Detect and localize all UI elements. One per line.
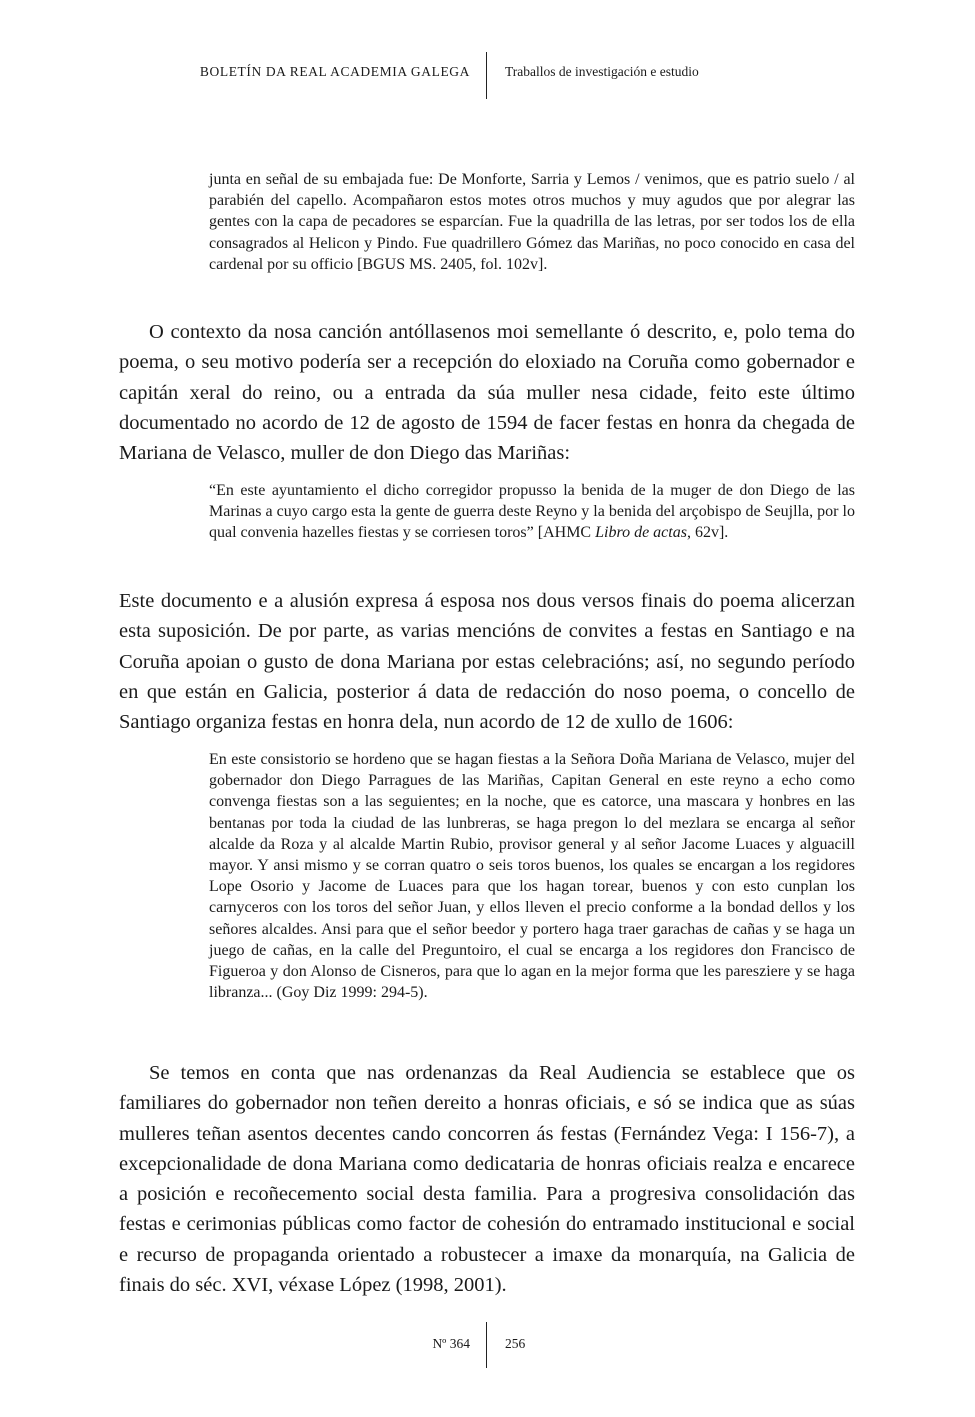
block-quote-2-italic-title: Libro de actas [595,524,687,542]
paragraph-1 [119,317,855,468]
paragraph-1-text: O contexto da nosa canción antóllasenos moi semellante ó descrito, e, polo tema do poema, o seu motivo podería ser a recepción do eloxiado na Coruña como gobernador e capitán xeral do reino, ou a entrada da súa muller nesa cidade, feito este último documentado no acordo de 12 de agosto de 1594 de facer festas en honra da chegada de Mariana de Velasco, muller de don Diego das Mariñas: [119,321,855,465]
page-number: 256 [505,1336,526,1351]
paragraph-2 [119,586,855,737]
paragraph-2-text: Este documento e a alusión expresa á esposa nos dous versos finais do poema alicerzan esta suposición. De por parte, as varias mencións de convites a festas en Santiago e na Coruña apoian o gusto de dona Mariana por estas celebracións; así, no segundo período en que están en Galicia, posterior á data de redacción do noso poema, o concello de Santiago organiza festas en honra dela, nun acordo de 12 de xullo de 1606: [119,590,855,734]
block-quote-3-text: En este consistorio se hordeno que se hagan fiestas a la Señora Doña Mariana de Velasco, mujer del gobernador don Diego Parragues de las Mariñas, Capitan General en este reyno a echo como convenga fiestas son a las seguientes; en la noche, que es catorce, una mascara y honbres en las bentanas por toda la ciudad de las lunbreras, se haga pregon lo del mezlara se encarga al señor alcalde da Roza y al alcalde Martin Rubio, provisor general y al señor Jacome Luaces y alguacill mayor. Y ansi mismo y se corran quatro o seis toros buenos, los quales se encargan a los regidores Lope Osorio y Jacome de Luaces para que los hagan torear, buenos y con esto cunplan los carnyceros con los toros del señor Juan, y ellos lleven el precio conforme a la bondad dellos y los señores alcaldes. Ansi para que el señor beedor y portero haga traer garachas de cañas y se haga un juego de cañas, en la calle del Preguntoiro, el cual se encarga a los regidores don Francisco de Figueroa y don Alonso de Cisneros, para que lo agan en la mejor forma que les paresziere y se haga libranza... (Goy Diz 1999: 294-5). [209,751,855,1002]
paragraph-3 [119,1058,855,1300]
block-quote-1-text: junta en señal de su embajada fue: De Monforte, Sarria y Lemos / venimos, que es patrio suelo / al parabién del capello. Acompañaron estos motes otros muchos y muy agudos que por alegrar las gentes con la capa de pecadores se esparcían. Fue la quadrilla de las letras, por ser todos los de ella consagrados al Helicon y Pindo. Fue quadrillero Gómez das Mariñas, no poco conocido en casa del cardenal por su officio [BGUS MS. 2405, fol. 102v]. [209,171,855,273]
block-quote-1 [209,169,855,275]
block-quote-2 [209,480,855,544]
section-title: Traballos de investigación e estudio [505,64,699,79]
paragraph-3-text: Se temos en conta que nas ordenanzas da Real Audiencia se establece que os familiares do gobernador non teñen dereito a honras oficiais, e só se indica que as súas mulleres teñan asentos decentes cando concorren ás festas (Fernández Vega: I 156-7), a excepcionalidade de dona Mariana como dedicataria de honras oficiais realza e encarece a posición e recoñecemento social desta familia. Para a progresiva consolidación das festas e cerimonias públicas como factor de cohesión do entramado institucional e social e recurso de propaganda orientado a robustecer a imaxe da monarquía, na Galicia de finais do séc. XVI, véxase López (1998, 2001). [119,1062,855,1297]
block-quote-2-citation: , 62v]. [686,524,729,542]
footer-divider [486,1322,487,1368]
block-quote-3 [209,749,855,1003]
block-quote-2-text [209,480,855,544]
block-quote-2-main: “En este ayuntamiento el dicho corregidor propusso la benida de la muger de don Diego de las Marinas a cuyo cargo esta la gente de guerra deste Reyno y la benida del arçobispo de Seujlla, por lo qual convenia hazelles fiestas y se corriesen toros” [AHMC [209,482,855,542]
journal-title: BOLETÍN DA REAL ACADEMIA GALEGA [199,64,470,79]
issue-number: Nº 364 [432,1336,470,1351]
header-divider [486,52,487,99]
